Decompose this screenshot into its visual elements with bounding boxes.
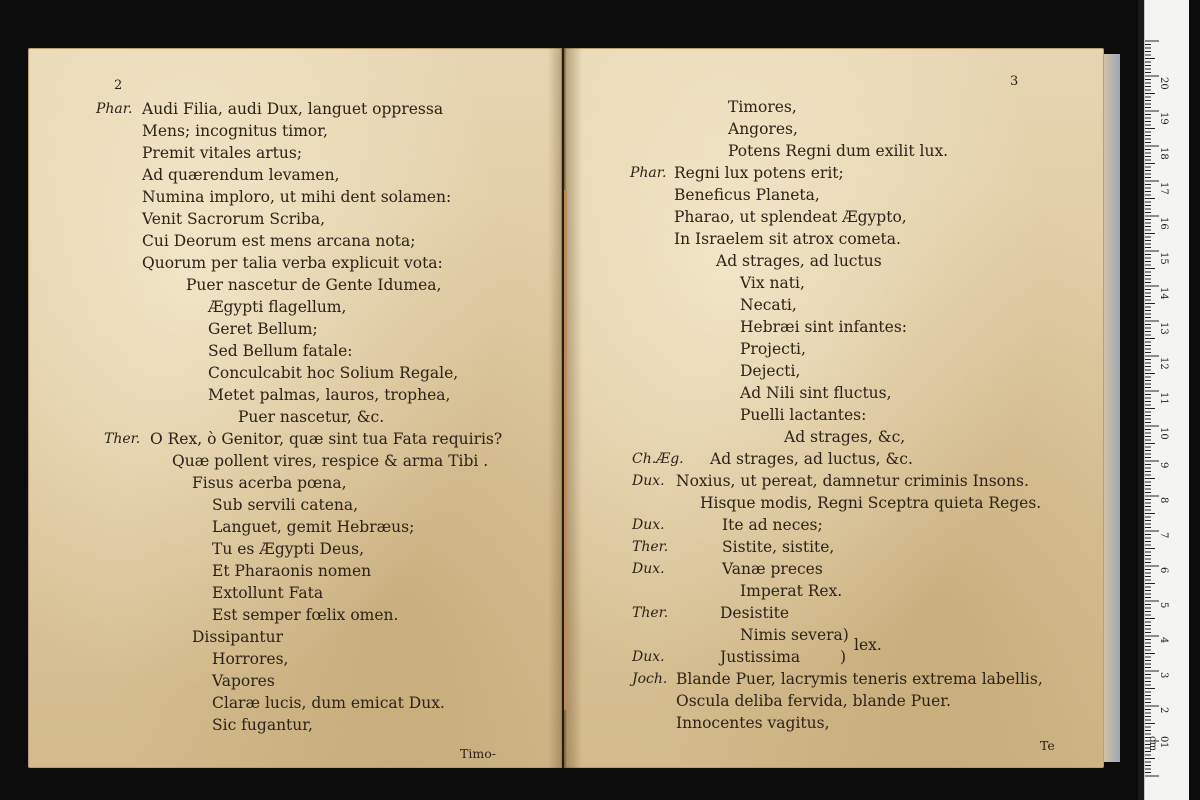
verse-line: Beneficus Planeta, <box>674 186 820 204</box>
verse-line: Hisque modis, Regni Sceptra quieta Reges. <box>700 494 1042 512</box>
ruler-label: 14 <box>1158 287 1169 300</box>
ruler-label: 3 <box>1158 672 1169 679</box>
verse-line: Timores, <box>728 98 797 116</box>
verse-line: Oscula deliba fervida, blande Puer. <box>676 692 951 710</box>
right-page <box>564 48 1104 768</box>
verse-line: Sic fugantur, <box>212 716 313 734</box>
page-edges <box>1104 54 1120 762</box>
verse-line: Desistite <box>720 604 790 622</box>
ruler-label: 0 cm <box>1147 736 1169 752</box>
verse-line: Noxius, ut pereat, damnetur criminis Insons. <box>676 472 1029 490</box>
speaker-label: Joch. <box>632 671 668 687</box>
verse-line: Imperat Rex. <box>740 582 843 600</box>
verse-line: Fisus acerba pœna, <box>192 474 347 492</box>
verse-line: Sistite, sistite, <box>722 538 835 556</box>
verse-line: Languet, gemit Hebræus; <box>212 518 415 536</box>
ruler-label: 11 <box>1158 392 1169 405</box>
ruler-label: 8 <box>1158 497 1169 504</box>
verse-line: Dejecti, <box>740 362 801 380</box>
speaker-label: Phar. <box>96 101 133 117</box>
ruler-label: 20 <box>1158 77 1169 90</box>
page-number-right: 3 <box>1010 74 1019 89</box>
verse-line: Ad strages, &c, <box>784 428 906 446</box>
ruler-label: 6 <box>1158 567 1169 574</box>
verse-line: Quorum per talia verba explicuit vota: <box>142 254 443 272</box>
ruler-label: 15 <box>1158 252 1169 265</box>
verse-line: Puer nascetur, &c. <box>238 408 385 426</box>
speaker-label: Dux. <box>632 649 665 665</box>
verse-line: Et Pharaonis nomen <box>212 562 372 580</box>
ruler-label: 5 <box>1158 602 1169 609</box>
ruler-label: 10 <box>1158 427 1169 440</box>
verse-line: Regni lux potens erit; <box>674 164 844 182</box>
catchword: Timo- <box>460 746 496 761</box>
ruler-label: 2 <box>1158 707 1169 714</box>
verse-line: Tu es Ægypti Deus, <box>212 540 364 558</box>
verse-line: Geret Bellum; <box>208 320 318 338</box>
speaker-label: Dux. <box>632 473 665 489</box>
verse-line: Pharao, ut splendeat Ægypto, <box>674 208 907 226</box>
ruler-label: 17 <box>1158 182 1169 195</box>
verse-line: Vix nati, <box>740 274 805 292</box>
verse-line: Ad quærendum levamen, <box>142 166 340 184</box>
verse-line: lex. <box>854 636 882 654</box>
verse-line: Justissima <box>720 648 801 666</box>
verse-line: Potens Regni dum exilit lux. <box>728 142 949 160</box>
verse-line: Innocentes vagitus, <box>676 714 830 732</box>
verse-line: Extollunt Fata <box>212 584 324 602</box>
ruler-label: 13 <box>1158 322 1169 335</box>
verse-line: Puelli lactantes: <box>740 406 867 424</box>
verse-line: In Israelem sit atrox cometa. <box>674 230 901 248</box>
verse-line: Numina imploro, ut mihi dent solamen: <box>142 188 452 206</box>
open-book <box>28 40 1110 780</box>
verse-line: Projecti, <box>740 340 806 358</box>
verse-line: Puer nascetur de Gente Idumea, <box>186 276 442 294</box>
ruler-label: 12 <box>1158 357 1169 370</box>
verse-line: Conculcabit hoc Solium Regale, <box>208 364 459 382</box>
speaker-label: Dux. <box>632 561 665 577</box>
verse-line: Ite ad neces; <box>722 516 823 534</box>
verse-line: Dissipantur <box>192 628 284 646</box>
verse-line: Venit Sacrorum Scriba, <box>142 210 326 228</box>
ruler-label: 1 <box>1158 742 1169 749</box>
verse-line: Metet palmas, lauros, trophea, <box>208 386 451 404</box>
verse-line: Ad Nili sint fluctus, <box>740 384 892 402</box>
verse-line: ) <box>840 648 847 666</box>
speaker-label: Dux. <box>632 517 665 533</box>
speaker-label: Phar. <box>630 165 667 181</box>
verse-line: Premit vitales artus; <box>142 144 303 162</box>
verse-line: Cui Deorum est mens arcana nota; <box>142 232 416 250</box>
verse-line: Claræ lucis, dum emicat Dux. <box>212 694 445 712</box>
verse-line: Blande Puer, lacrymis teneris extrema labellis, <box>676 670 1043 688</box>
ruler-label: 19 <box>1158 112 1169 125</box>
verse-line: Vapores <box>212 672 275 690</box>
verse-line: Audi Filia, audi Dux, languet oppressa <box>142 100 444 118</box>
verse-line: Nimis severa) <box>740 626 849 644</box>
verse-line: Sub servili catena, <box>212 496 359 514</box>
catchword: Te <box>1040 738 1055 753</box>
speaker-label: Ther. <box>632 605 669 621</box>
verse-line: Necati, <box>740 296 797 314</box>
verse-line: Hebræi sint infantes: <box>740 318 908 336</box>
verse-line: Ad strages, ad luctus <box>716 252 882 270</box>
ruler-label: 18 <box>1158 147 1169 160</box>
ruler-label: 16 <box>1158 217 1169 230</box>
page-number-left: 2 <box>114 78 123 93</box>
verse-line: Est semper fœlix omen. <box>212 606 399 624</box>
verse-line: O Rex, ò Genitor, quæ sint tua Fata requiris? <box>150 430 503 448</box>
ruler-label: 4 <box>1158 637 1169 644</box>
verse-line: Ægypti flagellum, <box>208 298 347 316</box>
verse-line: Angores, <box>728 120 798 138</box>
left-page <box>28 48 562 768</box>
verse-line: Mens; incognitus timor, <box>142 122 328 140</box>
ruler-label: 7 <box>1158 532 1169 539</box>
binding-thread <box>564 190 567 710</box>
verse-line: Horrores, <box>212 650 289 668</box>
speaker-label: Ch.Æg. <box>632 451 684 467</box>
verse-line: Ad strages, ad luctus, &c. <box>710 450 913 468</box>
speaker-label: Ther. <box>104 431 141 447</box>
ruler-label: 9 <box>1158 462 1169 469</box>
speaker-label: Ther. <box>632 539 669 555</box>
measurement-ruler <box>1144 0 1189 800</box>
verse-line: Sed Bellum fatale: <box>208 342 353 360</box>
verse-line: Quæ pollent vires, respice & arma Tibi . <box>172 452 489 470</box>
verse-line: Vanæ preces <box>722 560 823 578</box>
